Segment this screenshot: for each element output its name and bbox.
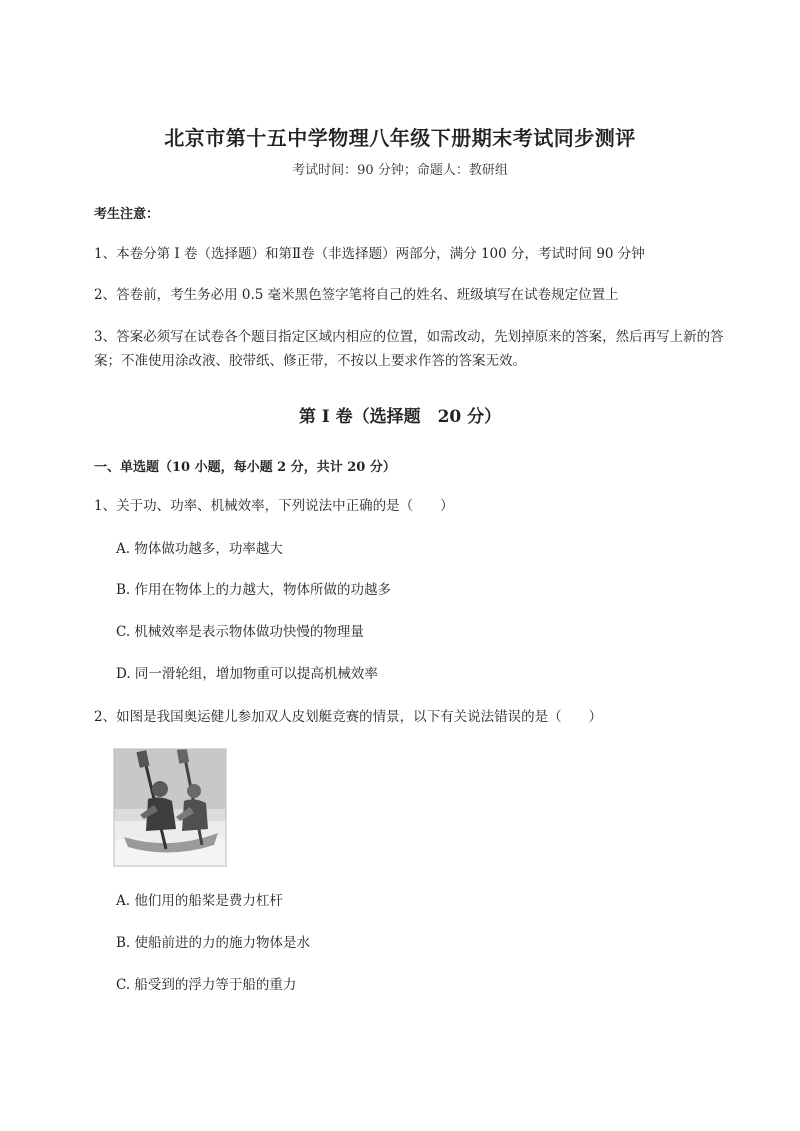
question-1-option-b: B. 作用在物体上的力越大，物体所做的功越多: [116, 582, 392, 598]
exam-title: 北京市第十五中学物理八年级下册期末考试同步测评: [164, 126, 636, 150]
question-2-option-b: B. 使船前进的力的施力物体是水: [116, 935, 311, 951]
question-2-stem: 2、如图是我国奥运健儿参加双人皮划艇竞赛的情景，以下有关说法错误的是（ ）: [94, 709, 603, 725]
question-1-option-c: C. 机械效率是表示物体做功快慢的物理量: [116, 624, 364, 640]
question-1-stem: 1、关于功、功率、机械效率，下列说法中正确的是（ ）: [94, 498, 454, 514]
exam-subtitle: 考试时间：90 分钟；命题人：教研组: [292, 163, 508, 178]
notice-item-2: 2、答卷前，考生务必用 0.5 毫米黑色签字笔将自己的姓名、班级填写在试卷规定位置上: [94, 287, 619, 303]
section-title: 第 I 卷（选择题 20 分）: [298, 407, 502, 427]
kayak-photo: [113, 748, 227, 867]
question-1-option-a: A. 物体做功越多，功率越大: [116, 541, 283, 557]
notice-item-1: 1、本卷分第 I 卷（选择题）和第Ⅱ卷（非选择题）两部分，满分 100 分，考试时间 90 分钟: [94, 246, 645, 262]
notice-item-3: 3、答案必须写在试卷各个题目指定区域内相应的位置，如需改动，先划掉原来的答案，然后再写上新的答案；不准使用涂改液、胶带纸、修正带，不按以上要求作答的答案无效。: [94, 329, 724, 369]
notice-heading: 考生注意：: [94, 207, 160, 222]
question-2-option-a: A. 他们用的船桨是费力杠杆: [116, 893, 283, 909]
part-heading: 一、单选题（10 小题，每小题 2 分，共计 20 分）: [94, 460, 396, 475]
question-1-option-d: D. 同一滑轮组，增加物重可以提高机械效率: [116, 666, 378, 682]
question-2-option-c: C. 船受到的浮力等于船的重力: [116, 977, 297, 993]
